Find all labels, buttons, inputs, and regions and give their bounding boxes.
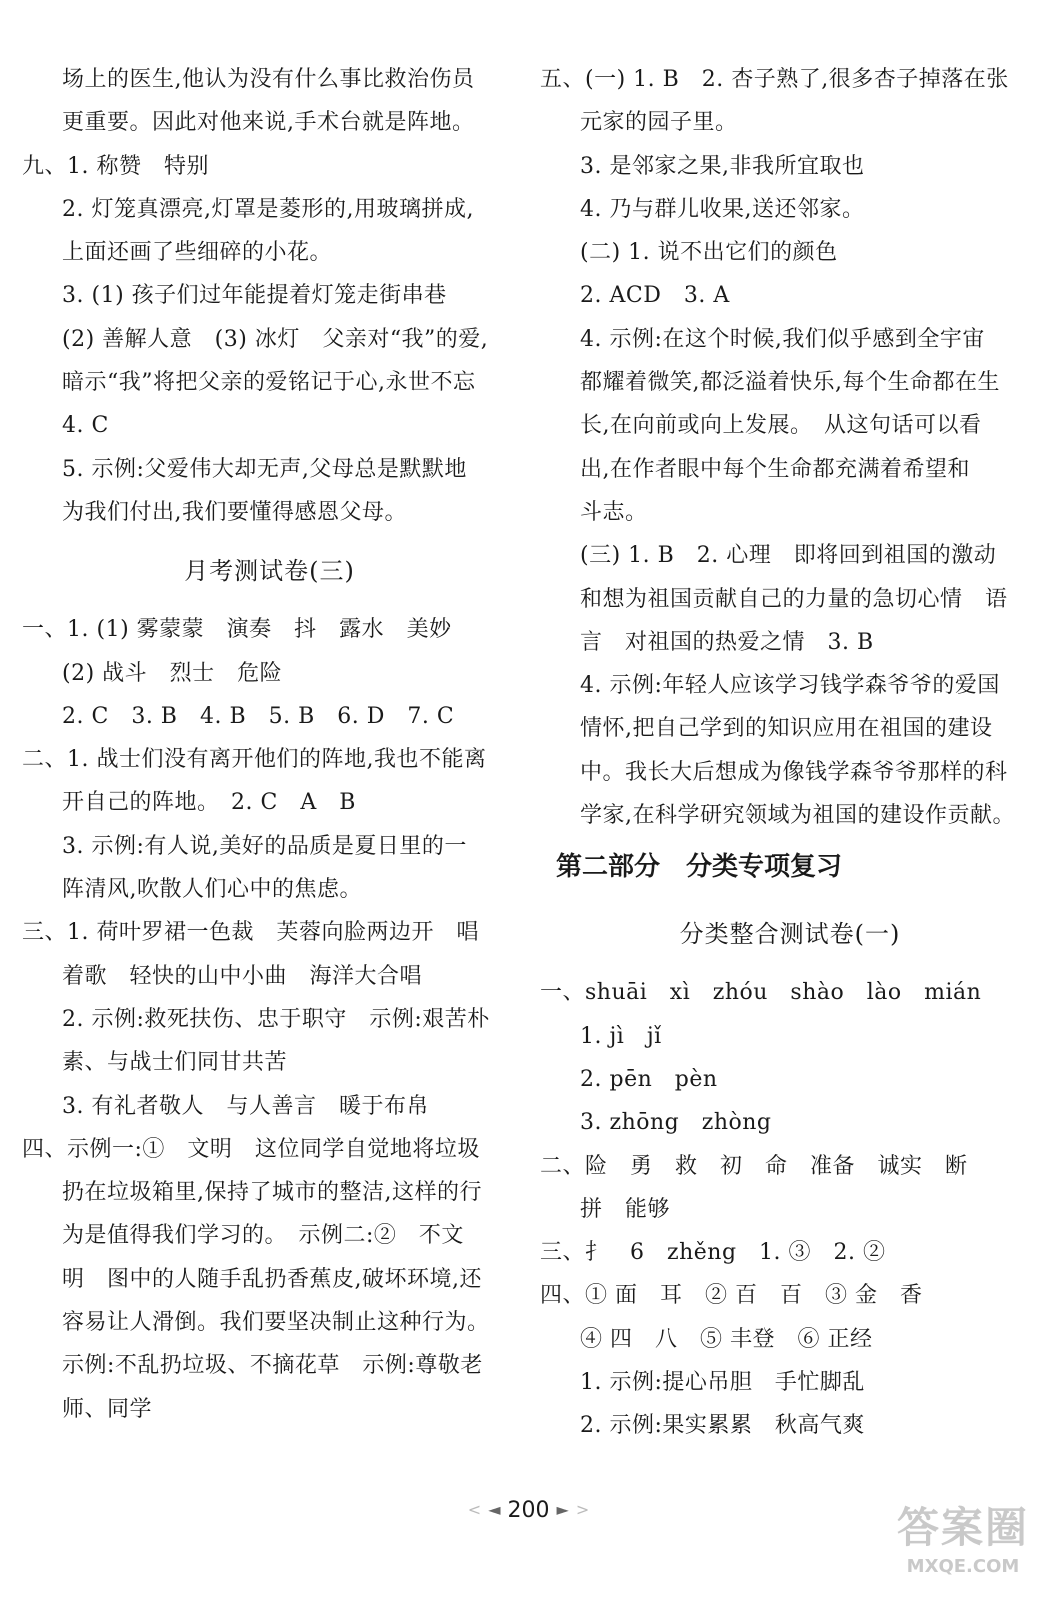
answer-line: 四、① 面 耳 ② 百 百 ③ 金 香: [540, 1283, 923, 1309]
answer-line: 3. 有礼者敬人 与人善言 暖于布帛: [62, 1093, 429, 1119]
answer-line: 着歌 轻快的山中小曲 海洋大合唱: [62, 963, 423, 989]
right-column: [540, 58, 1040, 1448]
answer-line: 三、扌 6 zhěng 1. ③ 2. ②: [540, 1240, 886, 1266]
answer-line: 斗志。: [580, 499, 648, 525]
answer-line: 3. 是邻家之果,非我所宜取也: [580, 153, 865, 179]
answer-line: 4. 示例:在这个时候,我们似乎感到全宇宙: [580, 326, 985, 352]
next-arrow-faint-icon: >: [575, 1500, 590, 1519]
left-column: [22, 58, 517, 1431]
part-heading: 第二部分 分类专项复习: [556, 852, 843, 883]
answer-line: 4. 乃与群儿收果,送还邻家。: [580, 196, 865, 222]
answer-line: 5. 示例:父爱伟大却无声,父母总是默默地: [62, 456, 467, 482]
section-title: 分类整合测试卷(一): [679, 920, 901, 949]
answer-line: 2. pēn pèn: [580, 1066, 718, 1092]
answer-line: 为我们付出,我们要懂得感恩父母。: [62, 499, 407, 525]
answer-line: 1. jì jǐ: [580, 1023, 662, 1049]
answer-line: 2. 灯笼真漂亮,灯罩是菱形的,用玻璃拼成,: [62, 196, 474, 222]
answer-line: 长,在向前或向上发展。 从这句话可以看: [580, 413, 982, 439]
answer-line: 容易让人滑倒。我们要坚决制止这种行为。: [62, 1310, 490, 1336]
answer-line: 师、同学: [62, 1396, 153, 1422]
prev-arrow-faint-icon: <: [467, 1500, 482, 1519]
answer-line: 素、与战士们同甘共苦: [62, 1050, 288, 1076]
answer-line: 暗示“我”将把父亲的爱铭记于心,永世不忘: [62, 370, 476, 396]
answer-line: 拼 能够: [580, 1196, 671, 1222]
answer-line: 4. C: [62, 413, 109, 439]
watermark-url: MXQE.COM: [906, 1556, 1020, 1577]
answer-line: 2. ACD 3. A: [580, 283, 730, 309]
answer-line: 更重要。因此对他来说,手术台就是阵地。: [62, 110, 475, 136]
answer-line: 4. 示例:年轻人应该学习钱学森爷爷的爱国: [580, 673, 1000, 699]
answer-line: (二) 1. 说不出它们的颜色: [580, 240, 838, 266]
answer-line: 扔在垃圾箱里,保持了城市的整洁,这样的行: [62, 1180, 482, 1206]
answer-line: 都耀着微笑,都泛溢着快乐,每个生命都在生: [580, 370, 1000, 396]
answer-line: 3. 示例:有人说,美好的品质是夏日里的一: [62, 833, 467, 859]
answer-line: 开自己的阵地。 2. C A B: [62, 790, 356, 816]
answer-line: 四、示例一:① 文明 这位同学自觉地将垃圾: [22, 1136, 480, 1162]
answer-line: 一、1. (1) 雾蒙蒙 演奏 抖 露水 美妙: [22, 617, 452, 643]
answer-line: 出,在作者眼中每个生命都充满着希望和: [580, 456, 970, 482]
answer-line: 五、(一) 1. B 2. 杏子熟了,很多杏子掉落在张: [540, 67, 1009, 92]
answer-line: 2. C 3. B 4. B 5. B 6. D 7. C: [62, 703, 455, 729]
section-title: 月考测试卷(三): [184, 557, 355, 586]
answer-line: (2) 善解人意 (3) 冰灯 父亲对“我”的爱,: [62, 326, 489, 352]
prev-arrow-icon: ◄: [488, 1500, 501, 1519]
answer-line: (2) 战斗 烈士 危险: [62, 660, 283, 686]
answer-line: 2. 示例:救死扶伤、忠于职守 示例:艰苦朴: [62, 1006, 490, 1032]
answer-line: 2. 示例:果实累累 秋高气爽: [580, 1413, 865, 1439]
answer-line: 明 图中的人随手乱扔香蕉皮,破坏环境,还: [62, 1266, 482, 1292]
answer-line: 为是值得我们学习的。 示例二:② 不文: [62, 1223, 464, 1249]
page-number: 200: [507, 1498, 550, 1523]
answer-line: 学家,在科学研究领域为祖国的建设作贡献。: [580, 803, 1015, 829]
answer-line: 示例:不乱扔垃圾、不摘花草 示例:尊敬老: [62, 1353, 483, 1379]
answer-line: 一、shuāi xì zhóu shào lào mián: [540, 980, 982, 1006]
answer-line: 二、1. 战士们没有离开他们的阵地,我也不能离: [22, 747, 487, 773]
answer-line: 九、1. 称赞 特别: [22, 153, 209, 179]
answer-line: 二、险 勇 救 初 命 准备 诚实 断: [540, 1153, 968, 1179]
answer-line: 情怀,把自己学到的知识应用在祖国的建设: [580, 716, 993, 742]
answer-line: 场上的医生,他认为没有什么事比救治伤员: [62, 67, 475, 92]
answer-line: 言 对祖国的热爱之情 3. B: [580, 629, 874, 655]
answer-line: 上面还画了些细碎的小花。: [62, 240, 333, 266]
watermark-logo: [883, 1502, 1043, 1588]
answer-line: (三) 1. B 2. 心理 即将回到祖国的激动: [580, 543, 997, 569]
answer-line: 阵清风,吹散人们心中的焦虑。: [62, 877, 362, 903]
answer-line: 3. zhōng zhòng: [580, 1110, 772, 1136]
watermark-text: 答案圈: [896, 1503, 1029, 1552]
answer-line: 和想为祖国贡献自己的力量的急切心情 语: [580, 586, 1008, 612]
answer-line: 3. (1) 孩子们过年能提着灯笼走街串巷: [62, 283, 447, 309]
answer-line: 1. 示例:提心吊胆 手忙脚乱: [580, 1370, 865, 1396]
answer-line: 元家的园子里。: [580, 110, 738, 136]
answer-line: 三、1. 荷叶罗裙一色裁 芙蓉向脸两边开 唱: [22, 920, 479, 946]
next-arrow-icon: ►: [556, 1500, 569, 1519]
answer-line: ④ 四 八 ⑤ 丰登 ⑥ 正经: [580, 1326, 873, 1352]
answer-line: 中。我长大后想成为像钱学森爷爷那样的科: [580, 759, 1008, 785]
